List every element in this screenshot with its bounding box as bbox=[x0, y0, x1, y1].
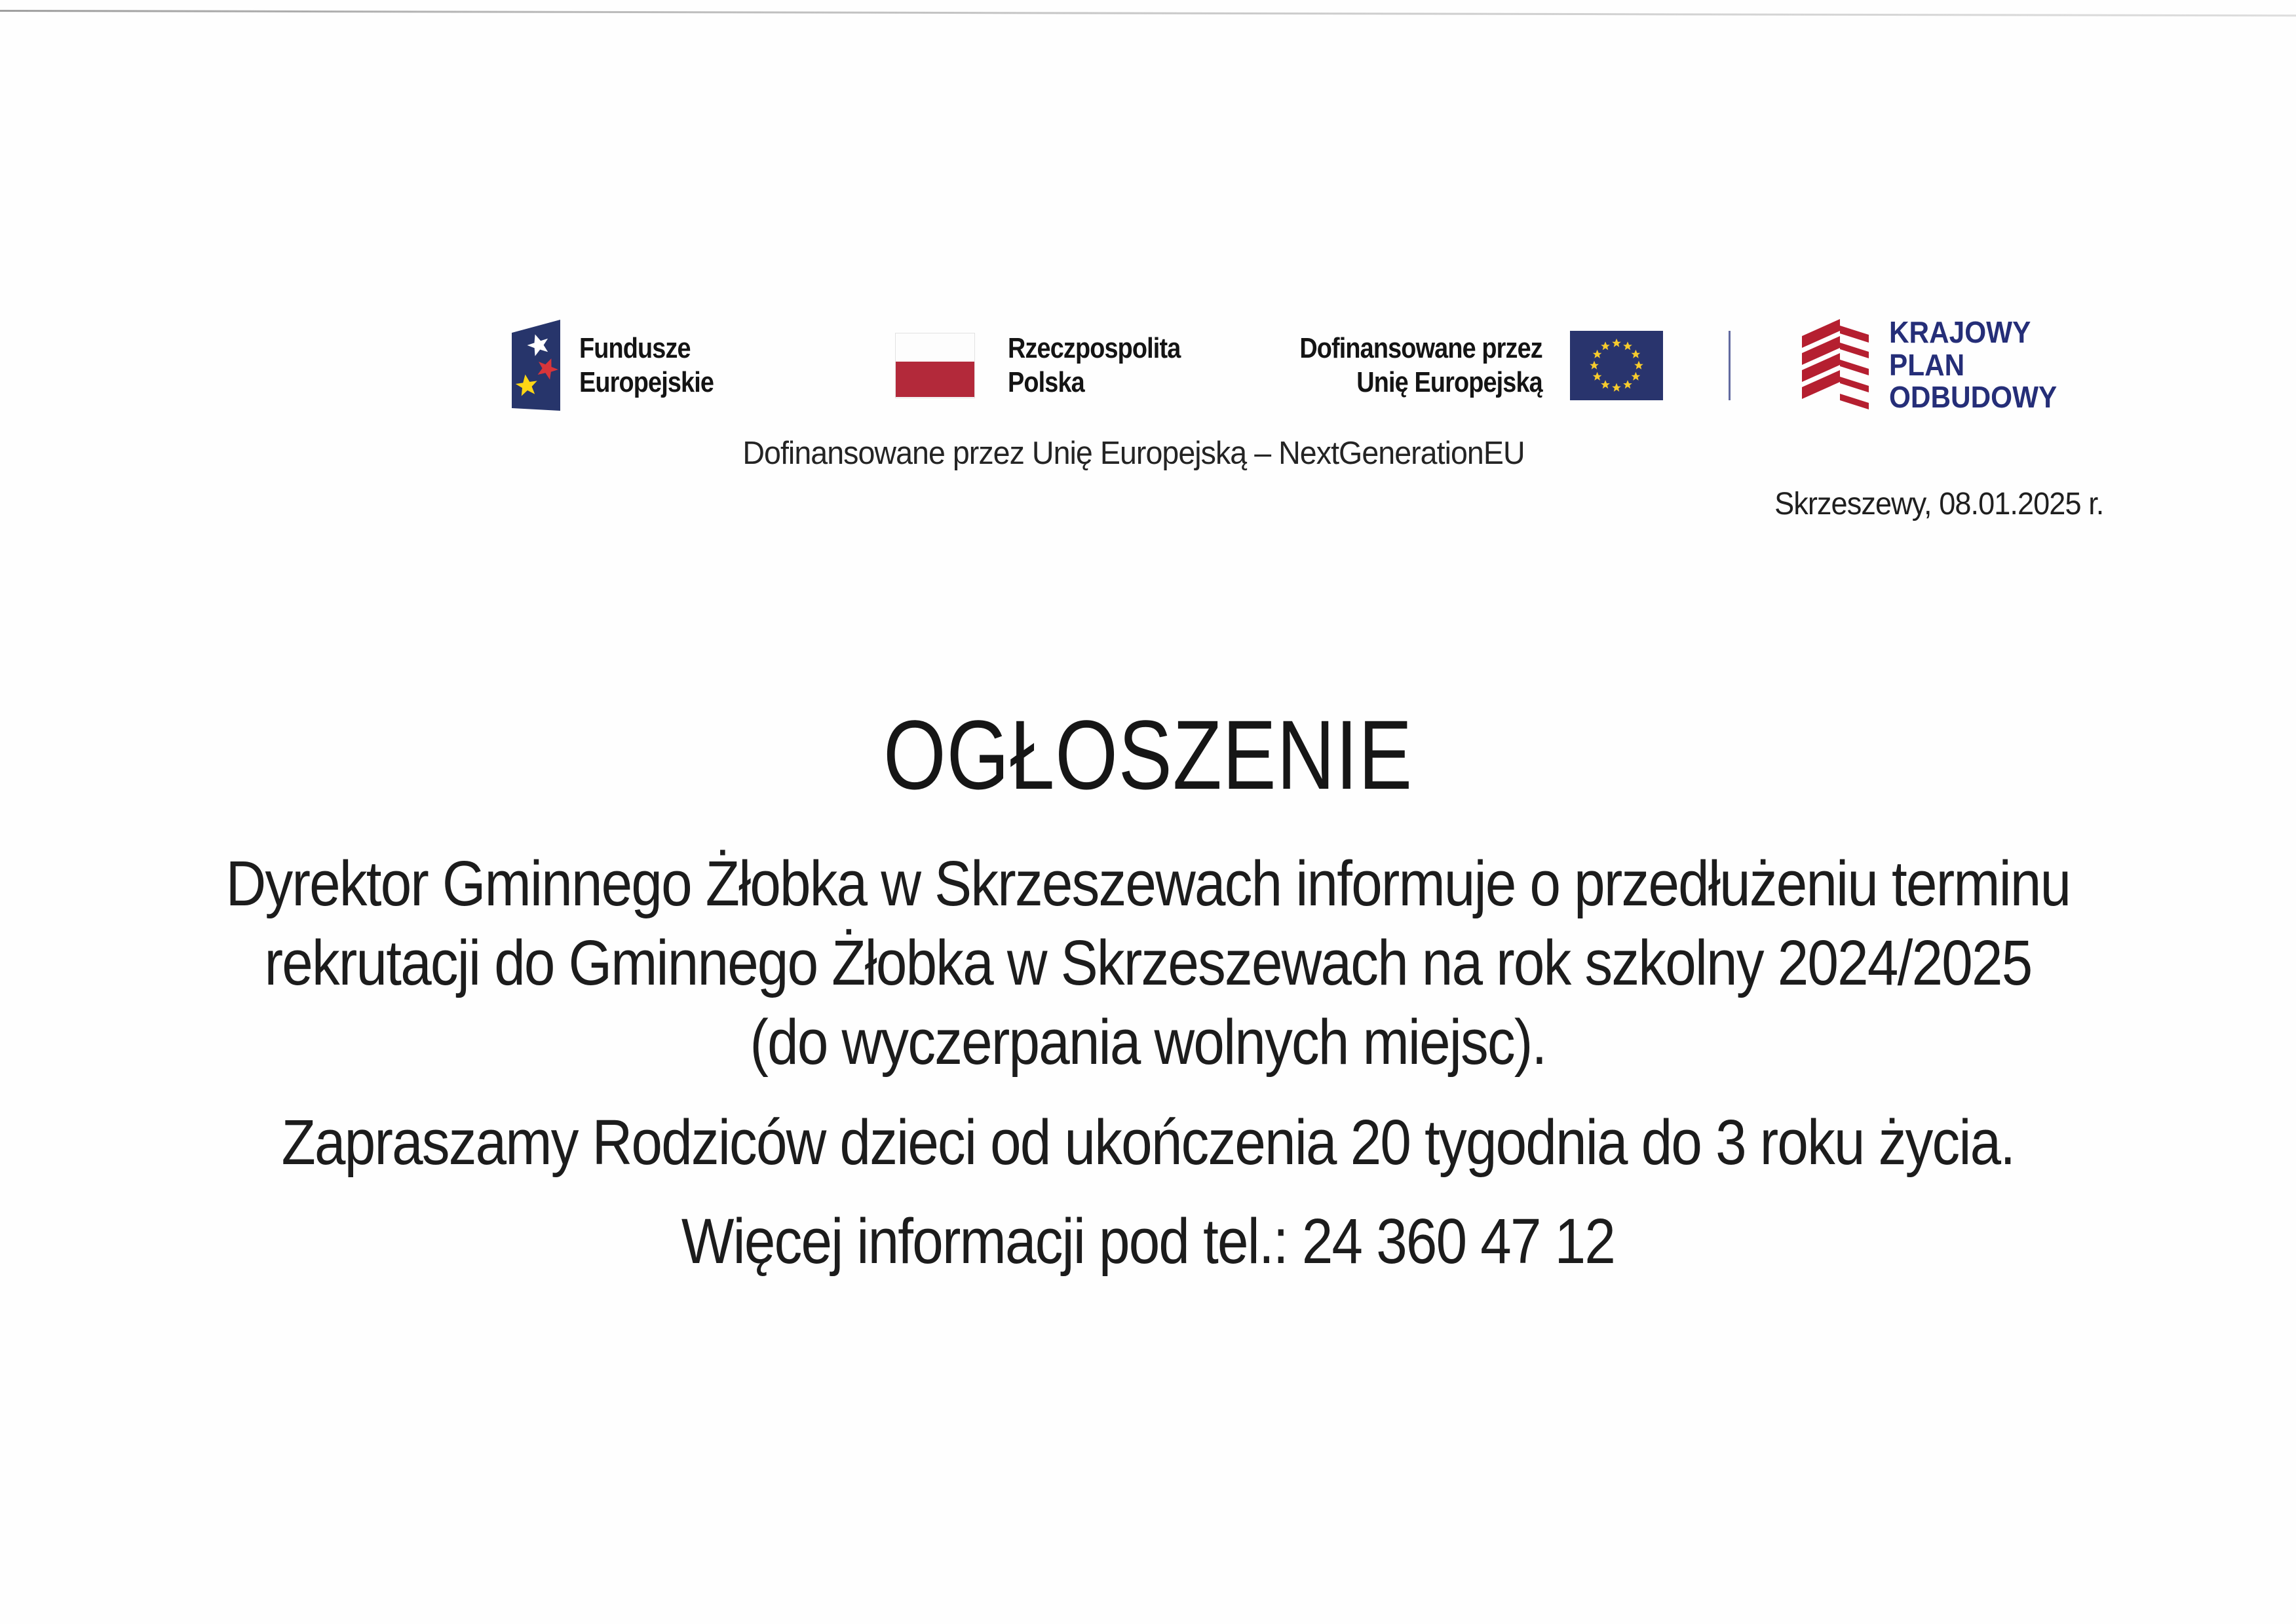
announcement-body bbox=[138, 844, 2158, 1281]
poland-flag-icon bbox=[895, 333, 975, 398]
announcement-title: OGŁOSZENIE bbox=[883, 700, 1413, 810]
rp-line1: Rzeczpospolita bbox=[1008, 331, 1181, 364]
funding-caption: Dofinansowane przez Unię Europejską – NextGenerationEU bbox=[742, 436, 1525, 471]
eu-line2: Unię Europejską bbox=[1356, 366, 1542, 398]
fundusze-line1: Fundusze bbox=[579, 331, 691, 364]
logo-separator-line bbox=[1729, 331, 1731, 400]
para3-phone-line: Więcej informacji pod tel.: 24 360 47 12 bbox=[681, 1205, 1615, 1277]
poland-flag-red-stripe bbox=[896, 362, 974, 398]
place-date-line: Skrzeszewy, 08.01.2025 r. bbox=[1774, 487, 2103, 521]
scan-artifact-line bbox=[0, 10, 2296, 16]
kpo-label bbox=[1889, 316, 2057, 414]
para1-line2: rekrutacji do Gminnego Żłobka w Skrzeszewach na rok szkolny 2024/2025 bbox=[264, 927, 2032, 998]
fundusze-europejskie-flag-icon bbox=[510, 318, 562, 413]
poland-flag-white-stripe bbox=[896, 333, 974, 362]
rp-line2: Polska bbox=[1008, 366, 1085, 398]
fundusze-line2: Europejskie bbox=[579, 366, 714, 398]
funding-logo-strip bbox=[510, 295, 2071, 436]
kpo-line1: KRAJOWY bbox=[1888, 314, 2031, 349]
kpo-building-icon bbox=[1799, 316, 1872, 415]
fundusze-europejskie-label bbox=[579, 331, 714, 400]
eu-flag-icon bbox=[1570, 331, 1663, 400]
para2-line: Zapraszamy Rodziców dzieci od ukończenia 20 tygodnia do 3 roku życia. bbox=[281, 1106, 2015, 1178]
eu-funding-label bbox=[1299, 331, 1542, 400]
eu-line1: Dofinansowane przez bbox=[1299, 331, 1542, 364]
para1-line1: Dyrektor Gminnego Żłobka w Skrzeszewach informuje o przedłużeniu terminu bbox=[225, 848, 2071, 919]
rzeczpospolita-polska-label bbox=[1008, 331, 1180, 400]
kpo-line2: PLAN bbox=[1888, 347, 1964, 382]
kpo-line3: ODBUDOWY bbox=[1888, 380, 2057, 415]
para1-line3: (do wyczerpania wolnych miejsc). bbox=[750, 1006, 1546, 1078]
